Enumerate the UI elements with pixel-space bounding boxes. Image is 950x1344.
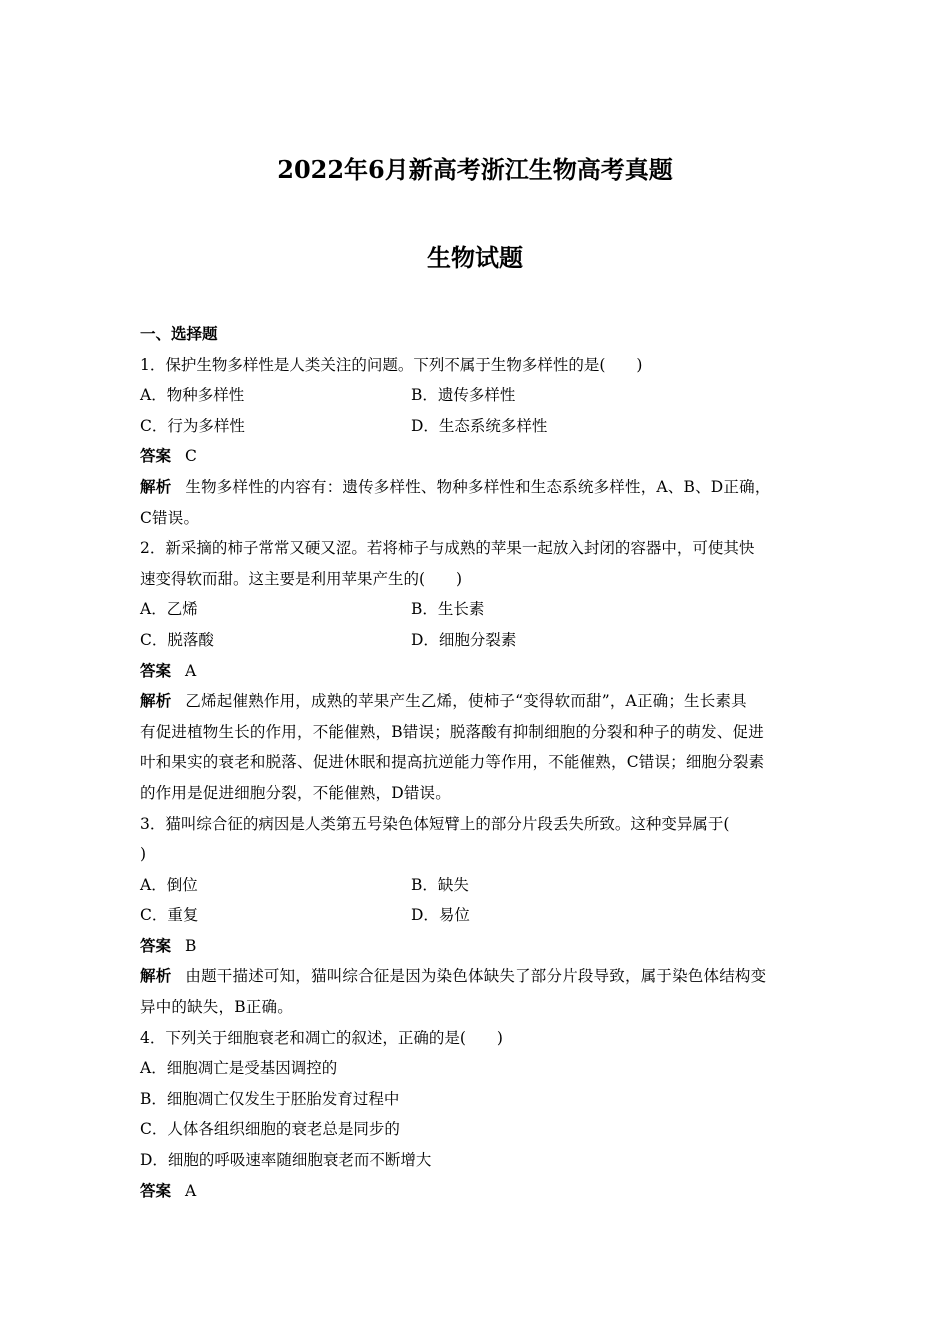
question-stem: 4．下列关于细胞衰老和凋亡的叙述，正确的是( ) bbox=[140, 1028, 503, 1047]
option-c: C．人体各组织细胞的衰老总是同步的 bbox=[140, 1120, 400, 1139]
option-row bbox=[140, 900, 820, 931]
answer-label: 答案 bbox=[140, 446, 172, 466]
answer-line bbox=[140, 931, 820, 962]
option-b: B．生长素 bbox=[411, 600, 485, 619]
analysis-label: 解析 bbox=[140, 691, 172, 711]
analysis bbox=[140, 472, 820, 533]
question-2 bbox=[140, 533, 820, 808]
option-a: A．乙烯 bbox=[140, 600, 198, 619]
option-c: C．重复 bbox=[140, 906, 199, 925]
option-d: D．易位 bbox=[411, 906, 470, 925]
answer-label: 答案 bbox=[140, 1180, 172, 1200]
option-d: D．细胞分裂素 bbox=[411, 630, 517, 649]
option-b: B．细胞凋亡仅发生于胚胎发育过程中 bbox=[140, 1089, 400, 1108]
answer-line bbox=[140, 441, 820, 472]
option-a: A．物种多样性 bbox=[140, 386, 245, 405]
option-d: D．细胞的呼吸速率随细胞衰老而不断增大 bbox=[140, 1151, 432, 1170]
analysis-text: C错误。 bbox=[140, 508, 200, 527]
analysis-text: 的作用是促进细胞分裂，不能催熟，D错误。 bbox=[140, 783, 451, 802]
analysis-text: 有促进植物生长的作用，不能催熟，B错误；脱落酸有抑制细胞的分裂和种子的萌发、促进 bbox=[140, 722, 764, 741]
answer-value: C bbox=[185, 447, 197, 466]
analysis-text: 乙烯起催熟作用，成熟的苹果产生乙烯，使柿子“变得软而甜”，A正确；生长素具 bbox=[185, 692, 747, 711]
option-row bbox=[140, 625, 820, 656]
option-b: B．缺失 bbox=[411, 875, 469, 894]
question-list bbox=[140, 319, 820, 1206]
question-stem: 3．猫叫综合征的病因是人类第五号染色体短臂上的部分片段丢失所致。这种变异属于( bbox=[140, 814, 730, 833]
answer-label: 答案 bbox=[140, 935, 172, 955]
question-4 bbox=[140, 1023, 820, 1207]
section-heading: 一、选择题 bbox=[140, 324, 218, 343]
option-c: C．行为多样性 bbox=[140, 416, 245, 435]
question-stem: ) bbox=[140, 845, 147, 864]
question-stem: 1．保护生物多样性是人类关注的问题。下列不属于生物多样性的是( ) bbox=[140, 355, 643, 374]
document-title: 2022年6月新高考浙江生物高考真题 bbox=[277, 155, 673, 184]
option-c: C．脱落酸 bbox=[140, 630, 214, 649]
answer-value: A bbox=[185, 1181, 197, 1200]
question-stem: 2．新采摘的柿子常常又硬又涩。若将柿子与成熟的苹果一起放入封闭的容器中，可使其快 bbox=[140, 539, 755, 558]
option-row bbox=[140, 380, 820, 411]
option-d: D．生态系统多样性 bbox=[411, 416, 548, 435]
answer-label: 答案 bbox=[140, 660, 172, 680]
analysis-label: 解析 bbox=[140, 476, 172, 496]
question-stem: 速变得软而甜。这主要是利用苹果产生的( ) bbox=[140, 569, 463, 588]
analysis-text: 异中的缺失，B正确。 bbox=[140, 998, 293, 1017]
analysis bbox=[140, 686, 820, 808]
option-a: A．细胞凋亡是受基因调控的 bbox=[140, 1059, 338, 1078]
answer-line bbox=[140, 1176, 820, 1207]
document-subtitle: 生物试题 bbox=[427, 243, 523, 272]
option-row bbox=[140, 411, 820, 442]
option-b: B．遗传多样性 bbox=[411, 386, 516, 405]
option-row bbox=[140, 594, 820, 625]
analysis-text: 叶和果实的衰老和脱落、促进休眠和提高抗逆能力等作用，不能催熟，C错误；细胞分裂素 bbox=[140, 753, 765, 772]
option-a: A．倒位 bbox=[140, 875, 198, 894]
question-3 bbox=[140, 809, 820, 1023]
analysis-text: 由题干描述可知，猫叫综合征是因为染色体缺失了部分片段导致，属于染色体结构变 bbox=[185, 967, 767, 986]
option-row bbox=[140, 870, 820, 901]
analysis bbox=[140, 961, 820, 1022]
question-1 bbox=[140, 350, 820, 534]
analysis-text: 生物多样性的内容有：遗传多样性、物种多样性和生态系统多样性，A、B、D正确， bbox=[185, 477, 771, 496]
analysis-label: 解析 bbox=[140, 966, 172, 986]
answer-line bbox=[140, 656, 820, 687]
answer-value: A bbox=[185, 661, 197, 680]
answer-value: B bbox=[185, 936, 197, 955]
